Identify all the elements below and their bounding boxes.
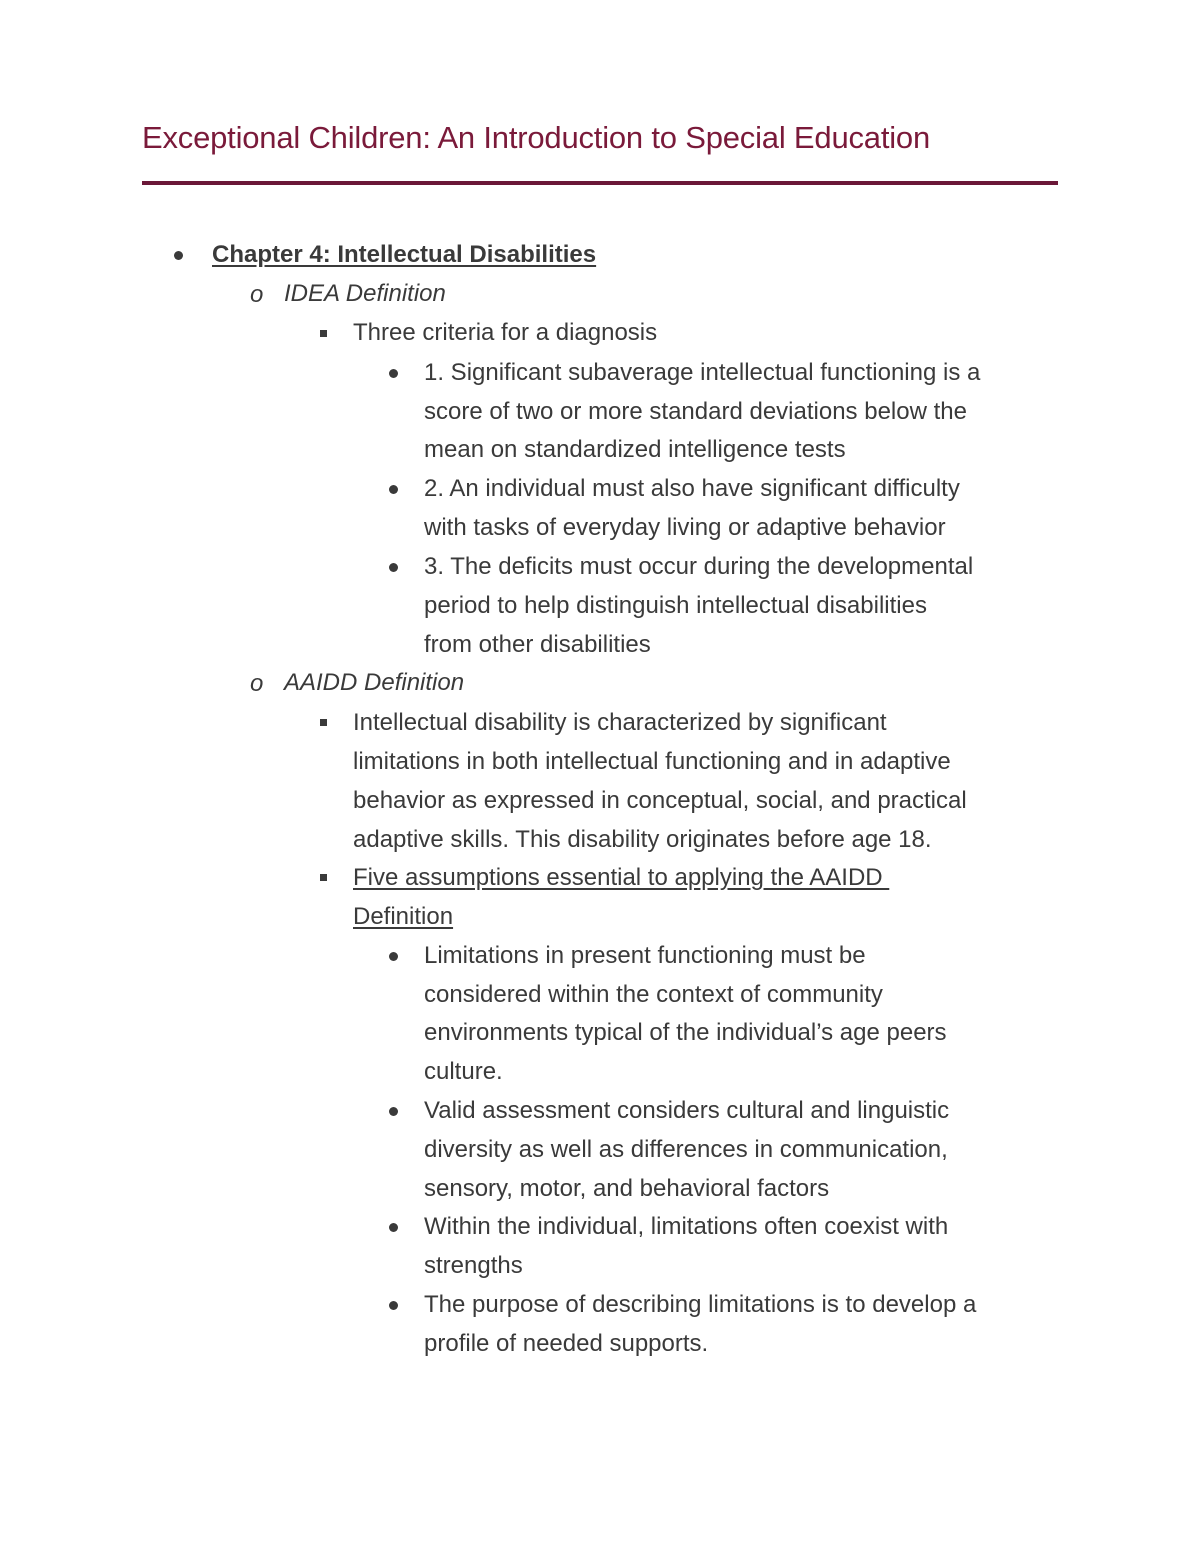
criterion-1-line-1: 1. Significant subaverage intellectual functioning is a <box>424 359 981 386</box>
bullet-dot-icon <box>389 952 398 961</box>
assumption-2-line-1: Valid assessment considers cultural and linguistic <box>424 1097 950 1124</box>
bullet-dot-icon <box>389 369 398 378</box>
criterion-1-line-2: score of two or more standard deviations below the <box>424 398 967 425</box>
assumption-2-line-3: sensory, motor, and behavioral factors <box>424 1175 830 1202</box>
assumption-2-line-2: diversity as well as differences in communication, <box>424 1136 948 1163</box>
assumption-3-line-2: strengths <box>424 1252 523 1279</box>
criteria-heading: Three criteria for a diagnosis <box>353 319 658 346</box>
circle-bullet-icon: o <box>250 281 264 308</box>
assumption-1-line-1: Limitations in present functioning must be <box>424 942 866 969</box>
criterion-3-line-2: period to help distinguish intellectual disabilities <box>424 592 927 619</box>
aaidd-definition-line-1: Intellectual disability is characterized by significant <box>353 709 887 736</box>
assumption-4-line-2: profile of needed supports. <box>424 1330 709 1357</box>
assumptions-heading-line-1: Five assumptions essential to applying the AAIDD <box>353 864 890 891</box>
aaidd-definition-line-3: behavior as expressed in conceptual, social, and practical <box>353 787 967 814</box>
bullet-dot-icon <box>389 1301 398 1310</box>
assumption-4-line-1: The purpose of describing limitations is to develop a <box>424 1291 977 1318</box>
assumption-1-line-2: considered within the context of community <box>424 981 883 1008</box>
aaidd-heading: AAIDD Definition <box>284 669 465 696</box>
chapter-heading: Chapter 4: Intellectual Disabilities <box>212 241 597 268</box>
title-divider <box>142 181 1058 185</box>
assumption-3-line-1: Within the individual, limitations often coexist with <box>424 1213 949 1240</box>
bullet-dot-icon <box>174 251 183 260</box>
circle-bullet-icon: o <box>250 670 264 697</box>
bullet-dot-icon <box>389 563 398 572</box>
bullet-dot-icon <box>389 485 398 494</box>
criterion-1-line-3: mean on standardized intelligence tests <box>424 436 846 463</box>
square-bullet-icon <box>320 330 327 337</box>
bullet-dot-icon <box>389 1223 398 1232</box>
assumption-1-line-3: environments typical of the individual’s age peers <box>424 1019 947 1046</box>
assumption-1-line-4: culture. <box>424 1058 503 1085</box>
idea-heading: IDEA Definition <box>284 280 446 307</box>
assumptions-heading-line-2: Definition <box>353 903 454 930</box>
bullet-dot-icon <box>389 1107 398 1116</box>
square-bullet-icon <box>320 874 327 881</box>
aaidd-definition-line-2: limitations in both intellectual functioning and in adaptive <box>353 748 951 775</box>
square-bullet-icon <box>320 719 327 726</box>
criterion-3-line-3: from other disabilities <box>424 631 651 658</box>
criterion-2-line-2: with tasks of everyday living or adaptive behavior <box>424 514 946 541</box>
criterion-3-line-1: 3. The deficits must occur during the developmental <box>424 553 974 580</box>
criterion-2-line-1: 2. An individual must also have significant difficulty <box>424 475 960 502</box>
aaidd-definition-line-4: adaptive skills. This disability originates before age 18. <box>353 826 932 853</box>
document-title: Exceptional Children: An Introduction to Special Education <box>142 120 931 155</box>
